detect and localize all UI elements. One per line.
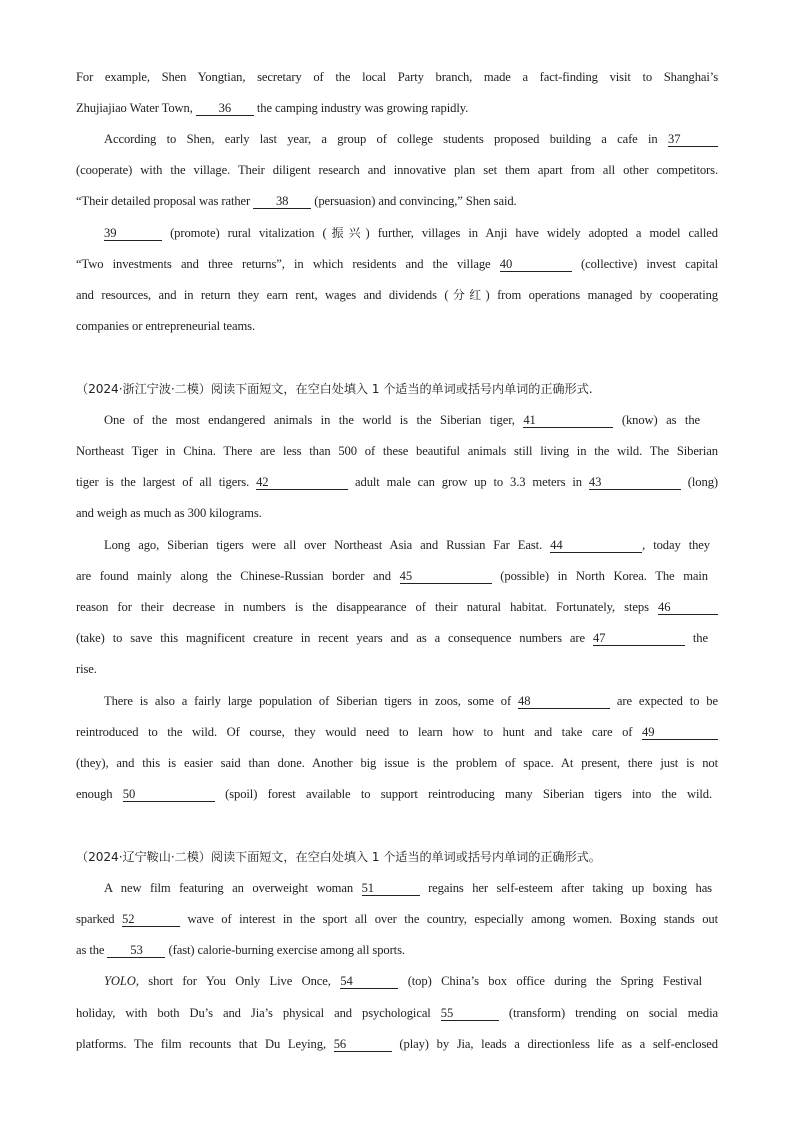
- s2-line-8: (take) to save this magnificent creature in recent years and as a consequence numbers are 47 the: [76, 631, 708, 645]
- s1-line-9: companies or entrepreneurial teams.: [76, 319, 256, 333]
- s1-line-6: 39 (promote) rural vitalization (振兴) further, villages in Anji have widely adopted a model called: [104, 226, 718, 240]
- blank-46[interactable]: 46: [658, 601, 718, 615]
- blank-52[interactable]: 52: [122, 913, 180, 927]
- blank-42[interactable]: 42: [256, 476, 348, 490]
- s3-heading: （2024·辽宁鞍山·二模）阅读下面短文，在空白处填入 1 个适当的单词或括号内单词的正确形式。: [76, 850, 601, 864]
- s3-line-5: holiday, with both Du’s and Jia’s physical and psychological 55 (transform) trending on social media: [76, 1006, 718, 1020]
- s2-line-12: (they), and this is easier said than done. Another big issue is the problem of space. At present, there just is not: [76, 756, 718, 770]
- blank-48[interactable]: 48: [518, 695, 610, 709]
- s1-line-5: “Their detailed proposal was rather 38 (persuasion) and convincing,” Shen said.: [76, 194, 517, 208]
- blank-45[interactable]: 45: [400, 570, 492, 584]
- blank-44[interactable]: 44: [550, 539, 642, 553]
- blank-36[interactable]: 36: [196, 102, 254, 116]
- blank-40[interactable]: 40: [500, 258, 572, 272]
- s1-line-2: Zhujiajiao Water Town, 36 the camping industry was growing rapidly.: [76, 101, 469, 115]
- s3-line-6: platforms. The film recounts that Du Leying, 56 (play) by Jia, leads a directionless life as a self-enclosed: [76, 1037, 718, 1051]
- s2-line-5: Long ago, Siberian tigers were all over Northeast Asia and Russian Far East. 44 , today they: [104, 538, 710, 552]
- s2-line-10: There is also a fairly large population of Siberian tigers in zoos, some of 48 are expected to be: [104, 694, 718, 708]
- s3-line-2: sparked 52 wave of interest in the sport all over the country, especially among women. Boxing stands out: [76, 912, 719, 926]
- s2-line-11: reintroduced to the wild. Of course, they would need to learn how to hunt and take care of 49: [76, 724, 718, 740]
- s3-line-1: A new film featuring an overweight woman 51 regains her self-esteem after taking up boxing has: [104, 881, 712, 895]
- s2-line-6: are found mainly along the Chinese-Russian border and 45 (possible) in North Korea. The main: [76, 569, 708, 583]
- s3-line-3: as the 53 (fast) calorie-burning exercise among all sports.: [76, 943, 405, 957]
- blank-41[interactable]: 41: [523, 414, 613, 428]
- s2-heading: （2024·浙江宁波·二模）阅读下面短文，在空白处填入 1 个适当的单词或括号内单词的正确形式.: [76, 382, 593, 396]
- s2-line-2: Northeast Tiger in China. There are less than 500 of these beautiful animals still living in the wild. The Siberian: [76, 444, 718, 458]
- s2-line-13: enough 50 (spoil) forest available to support reintroducing many Siberian tigers into the wild.: [76, 787, 712, 801]
- blank-55[interactable]: 55: [441, 1007, 499, 1021]
- film-title: YOLO: [104, 974, 136, 988]
- s1-line-4: (cooperate) with the village. Their diligent research and innovative plan set them apart from all other competitors.: [76, 163, 718, 177]
- blank-49[interactable]: 49: [642, 726, 718, 740]
- s1-line-8: and resources, and in return they earn rent, wages and dividends (分红) from operations managed by cooperating: [76, 288, 718, 302]
- blank-47[interactable]: 47: [593, 632, 685, 646]
- s3-line-4: YOLO, short for You Only Live Once, 54 (top) China’s box office during the Spring Festival: [104, 974, 702, 988]
- blank-39[interactable]: 39: [104, 227, 162, 241]
- blank-56[interactable]: 56: [334, 1038, 392, 1052]
- s1-line-1: For example, Shen Yongtian, secretary of the local Party branch, made a fact-finding visit to Shanghai’s: [76, 70, 718, 84]
- blank-38[interactable]: 38: [253, 195, 311, 209]
- s2-line-7: reason for their decrease in numbers is the disappearance of their natural habitat. Fortunately, steps 46: [76, 599, 718, 615]
- s2-line-3: tiger is the largest of all tigers. 42 adult male can grow up to 3.3 meters in 43 (long): [76, 475, 718, 489]
- s2-line-4: and weigh as much as 300 kilograms.: [76, 506, 262, 520]
- s1-line-3: According to Shen, early last year, a group of college students proposed building a cafe in 37: [104, 131, 718, 147]
- blank-37[interactable]: 37: [668, 133, 718, 147]
- blank-53[interactable]: 53: [107, 944, 165, 958]
- blank-54[interactable]: 54: [340, 975, 398, 989]
- blank-43[interactable]: 43: [589, 476, 681, 490]
- s1-line-7: “Two investments and three returns”, in which residents and the village 40 (collective) invest capital: [76, 257, 718, 271]
- s2-line-9: rise.: [76, 662, 97, 676]
- blank-51[interactable]: 51: [362, 882, 420, 896]
- blank-50[interactable]: 50: [123, 788, 215, 802]
- s2-line-1: One of the most endangered animals in the world is the Siberian tiger, 41 (know) as the: [104, 413, 701, 427]
